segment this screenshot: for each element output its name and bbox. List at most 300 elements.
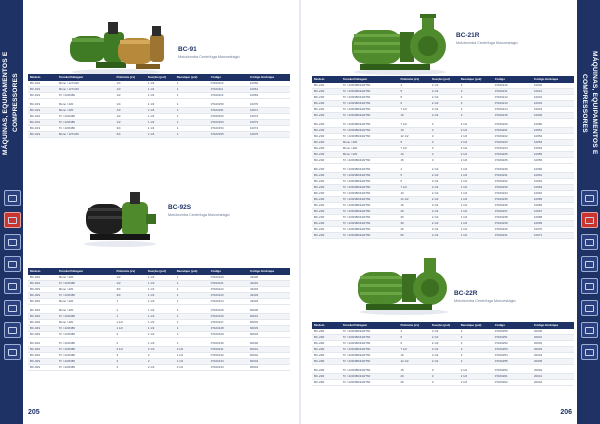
table-cell: 1 1/2: [459, 232, 493, 238]
table-cell: 10060: [248, 81, 290, 87]
table-cell: 10071: [532, 232, 574, 238]
table-cell: 3/4: [114, 286, 145, 292]
table-cell: 07100133: [209, 358, 248, 364]
table-cell: 10: [398, 352, 429, 358]
section-icon-r3[interactable]: [581, 234, 598, 250]
table-cell: 10040: [532, 83, 574, 89]
table-cell: 07160251: [493, 334, 532, 340]
column-header: Tensão/Voltagem: [341, 76, 399, 83]
table-cell: 07160231: [493, 172, 532, 178]
table-cell: 3: [430, 373, 459, 379]
table-cell: 2 1/2: [430, 83, 459, 89]
table-cell: 10: [398, 190, 429, 196]
table-cell: 2: [146, 352, 175, 358]
table-cell: 2 1/2: [430, 226, 459, 232]
table-cell: 20: [398, 373, 429, 379]
bc92s-subtitle: Motobomba Centrífuga Monoestágio: [168, 213, 230, 217]
table-cell: Mono / 220: [57, 286, 115, 292]
table-cell: 10044: [532, 106, 574, 112]
table-cell: 42332: [248, 286, 290, 292]
table-cell: BC-22R: [312, 368, 341, 374]
table-cell: 1: [175, 341, 209, 347]
table-cell: BC-21R: [312, 232, 341, 238]
section-icon-r7[interactable]: [581, 322, 598, 338]
table-cell: 10065: [532, 196, 574, 202]
table-cell: 15: [398, 157, 429, 163]
section-icon-8[interactable]: [4, 344, 21, 360]
column-header: Código: [209, 268, 248, 275]
bc92s-spec-table: [28, 268, 290, 371]
table-cell: 2 1/2: [430, 346, 459, 352]
table-cell: BC-21R: [312, 214, 341, 220]
table-cell: 1 1/2: [146, 313, 175, 319]
table-cell: 20: [398, 208, 429, 214]
table-cell: 2 1/2: [430, 196, 459, 202]
table-cell: 3: [430, 379, 459, 385]
column-header: Recalque (pol): [175, 74, 209, 81]
table-cell: 10067: [532, 208, 574, 214]
column-header: Modelo: [312, 76, 341, 83]
table-cell: 2 1/2: [430, 340, 459, 346]
table-cell: BC-21R: [312, 127, 341, 133]
section-icon-r1[interactable]: [581, 190, 598, 206]
table-cell: 07160233: [493, 184, 532, 190]
table-cell: Tri / 220/380/440/760: [341, 100, 399, 106]
column-header: Código: [493, 76, 532, 83]
table-cell: 1: [175, 319, 209, 325]
table-cell: BC-92S: [28, 275, 57, 281]
table-cell: 07100123: [209, 292, 248, 298]
table-cell: 10045: [532, 112, 574, 118]
table-cell: Tri / 220/380/440/760: [341, 88, 399, 94]
table-cell: 2 1/2: [430, 88, 459, 94]
table-cell: 1/3: [114, 86, 145, 92]
table-cell: 07100124: [209, 298, 248, 304]
table-cell: 1 1/2: [175, 352, 209, 358]
table-cell: 1: [175, 119, 209, 125]
table-cell: 3: [430, 368, 459, 374]
table-cell: BC-92S: [28, 286, 57, 292]
table-cell: 07100151: [209, 107, 248, 113]
table-cell: 2 1/2: [430, 112, 459, 118]
section-icon-r2[interactable]: [581, 212, 598, 228]
table-cell: Tri / 220/380: [57, 292, 115, 298]
table-cell: 07160250: [493, 329, 532, 335]
table-cell: 07100131: [209, 346, 248, 352]
table-cell: 07160225: [493, 151, 532, 157]
table-cell: 07160226: [493, 157, 532, 163]
table-cell: BC-92S: [28, 298, 57, 304]
table-cell: 1 1/2: [459, 202, 493, 208]
table-cell: BC-22R: [312, 379, 341, 385]
table-cell: Mono / 220: [57, 308, 115, 314]
table-cell: BC-92S: [28, 331, 57, 337]
table-cell: BC-92S: [28, 292, 57, 298]
table-cell: BC-92S: [28, 319, 57, 325]
table-cell: BC-21R: [312, 178, 341, 184]
table-cell: BC-92S: [28, 352, 57, 358]
table-cell: 10061: [532, 172, 574, 178]
table-cell: 1: [175, 86, 209, 92]
table-cell: 1/4: [114, 81, 145, 87]
table-cell: 25: [398, 379, 429, 385]
table-cell: 2: [459, 88, 493, 94]
section-icon-3[interactable]: [4, 234, 21, 250]
table-cell: 3: [430, 145, 459, 151]
table-cell: Tri / 220/380: [57, 352, 115, 358]
table-cell: Tri / 220/380: [57, 125, 115, 131]
bc21r-subtitle: Motobomba Centrífuga Monoestágio: [456, 41, 518, 45]
table-cell: 40: [398, 226, 429, 232]
table-cell: 07100152: [209, 113, 248, 119]
table-cell: 20030: [532, 329, 574, 335]
section-icon-r6[interactable]: [581, 300, 598, 316]
table-cell: 6: [398, 340, 429, 346]
table-cell: 2 1/2: [459, 127, 493, 133]
table-cell: 2 1/2: [459, 157, 493, 163]
table-cell: Tri / 220/380/440/760: [341, 190, 399, 196]
table-cell: BC-92S: [28, 358, 57, 364]
table-cell: 07100130: [209, 341, 248, 347]
table-cell: Tri / 220/380/440/760: [341, 352, 399, 358]
table-cell: 1 1/2: [459, 220, 493, 226]
table-cell: 07100126: [209, 313, 248, 319]
table-cell: 2 1/2: [430, 208, 459, 214]
left-side-tab: [0, 0, 23, 424]
section-icon-7[interactable]: [4, 322, 21, 338]
column-header: Potência (cv): [114, 74, 145, 81]
table-cell: 1 1/4: [146, 81, 175, 87]
table-cell: 3: [114, 358, 145, 364]
table-cell: 07160240: [493, 226, 532, 232]
table-cell: 7 1/2: [398, 106, 429, 112]
table-cell: Tri / 220/380: [57, 119, 115, 125]
table-cell: 3: [430, 157, 459, 163]
table-cell: 07160224: [493, 145, 532, 151]
table-cell: 3: [430, 133, 459, 139]
table-cell: BC-21R: [312, 100, 341, 106]
table-cell: BC-21R: [312, 172, 341, 178]
table-cell: Tri / 220/380/440/760: [341, 368, 399, 374]
table-cell: 1: [175, 313, 209, 319]
table-cell: 07100150: [209, 102, 248, 108]
table-cell: Mono / 220: [57, 319, 115, 325]
table-cell: 10055: [532, 151, 574, 157]
table-cell: 2 1/2: [459, 379, 493, 385]
table-cell: Tri / 220/380/440/760: [341, 208, 399, 214]
table-cell: 42330: [248, 275, 290, 281]
table-cell: BC-21R: [312, 112, 341, 118]
table-cell: Mono / 127/220: [57, 131, 115, 137]
table-cell: 10063: [532, 184, 574, 190]
table-cell: 07160215: [493, 112, 532, 118]
table-cell: 07160261: [493, 373, 532, 379]
table-cell: BC-21R: [312, 151, 341, 157]
section-icon-r8[interactable]: [581, 344, 598, 360]
table-cell: 07160212: [493, 94, 532, 100]
table-cell: 07160221: [493, 127, 532, 133]
table-cell: Tri / 220/380/440/760: [341, 167, 399, 173]
table-cell: 60033: [248, 325, 290, 331]
table-cell: 3/4: [114, 292, 145, 298]
table-cell: 42334: [248, 298, 290, 304]
table-cell: Tri / 220/380: [57, 280, 115, 286]
table-cell: 07160238: [493, 214, 532, 220]
table-cell: BC-21R: [312, 226, 341, 232]
page-number-left: 205: [28, 409, 40, 416]
table-cell: 12 1/2: [398, 133, 429, 139]
table-cell: 07160260: [493, 368, 532, 374]
table-cell: 07100113: [209, 92, 248, 98]
table-cell: BC-21R: [312, 196, 341, 202]
table-cell: BC-91S: [28, 92, 57, 98]
table-cell: 1 1/4: [146, 113, 175, 119]
table-cell: 1 1/2: [146, 319, 175, 325]
table-cell: Mono / 220: [57, 275, 115, 281]
table-cell: Tri / 220/380: [57, 313, 115, 319]
table-cell: 60031: [248, 313, 290, 319]
table-cell: BC-21R: [312, 139, 341, 145]
table-cell: BC-22R: [312, 373, 341, 379]
table-cell: BC-91S: [28, 131, 57, 137]
table-cell: 10072: [248, 113, 290, 119]
bc91-title: BC-91: [178, 46, 197, 53]
table-cell: 2: [114, 331, 145, 337]
table-cell: Mono / 220: [341, 151, 399, 157]
table-cell: 1 1/2: [146, 298, 175, 304]
table-cell: 3/4: [114, 131, 145, 137]
table-cell: 15: [398, 368, 429, 374]
table-cell: 2: [459, 100, 493, 106]
table-cell: 07160239: [493, 220, 532, 226]
column-header: Código: [493, 322, 532, 329]
table-cell: 07160262: [493, 379, 532, 385]
table-cell: 1: [175, 92, 209, 98]
section-icon-2[interactable]: [4, 212, 21, 228]
table-cell: 10066: [532, 202, 574, 208]
table-cell: 07100132: [209, 352, 248, 358]
table-cell: 42333: [248, 292, 290, 298]
table-cell: Tri / 220/380/440/760: [341, 106, 399, 112]
column-header: Código Embrapa: [532, 322, 574, 329]
table-cell: 7 1/2: [398, 122, 429, 128]
table-cell: 10070: [532, 226, 574, 232]
column-header: Recalque (pol): [459, 76, 493, 83]
table-cell: 1: [175, 331, 209, 337]
table-cell: Tri / 220/380: [57, 325, 115, 331]
table-cell: 20033: [532, 346, 574, 352]
table-cell: 10052: [532, 133, 574, 139]
table-cell: Mono / 220: [57, 102, 115, 108]
table-cell: BC-21R: [312, 83, 341, 89]
section-icon-1[interactable]: [4, 190, 21, 206]
table-cell: 07100154: [209, 125, 248, 131]
table-cell: 10062: [532, 178, 574, 184]
table-cell: 42331: [248, 280, 290, 286]
table-cell: 1 1/2: [459, 226, 493, 232]
column-header: Potência (cv): [398, 322, 429, 329]
table-cell: 07160222: [493, 133, 532, 139]
table-cell: 2 1/2: [146, 346, 175, 352]
table-cell: BC-91S: [28, 113, 57, 119]
table-cell: 20032: [532, 340, 574, 346]
table-cell: 2 1/2: [430, 220, 459, 226]
column-header: Sucção (pol): [430, 322, 459, 329]
table-cell: 1/2: [114, 92, 145, 98]
table-cell: 10074: [248, 125, 290, 131]
table-cell: 4: [114, 364, 145, 370]
table-cell: BC-22R: [312, 329, 341, 335]
table-cell: Tri / 220/380/440/760: [341, 358, 399, 364]
table-cell: 6: [398, 178, 429, 184]
table-cell: 60032: [248, 319, 290, 325]
table-cell: 1 1/2: [459, 196, 493, 202]
table-cell: 2 1/2: [146, 364, 175, 370]
table-cell: 07100125: [209, 308, 248, 314]
table-cell: 2: [459, 352, 493, 358]
table-cell: 07100111: [209, 86, 248, 92]
section-icon-r5[interactable]: [581, 278, 598, 294]
section-icon-6[interactable]: [4, 300, 21, 316]
section-icon-4[interactable]: [4, 256, 21, 272]
table-cell: 07160232: [493, 178, 532, 184]
section-icon-5[interactable]: [4, 278, 21, 294]
table-cell: 1: [175, 113, 209, 119]
table-cell: BC-22R: [312, 334, 341, 340]
table-cell: 5: [398, 334, 429, 340]
table-cell: Tri / 220/380/440/760: [341, 220, 399, 226]
table-cell: 07160234: [493, 190, 532, 196]
table-cell: 2: [459, 112, 493, 118]
table-cell: 2 1/2: [459, 133, 493, 139]
table-cell: 1 1/2: [459, 190, 493, 196]
table-cell: 7 1/2: [398, 346, 429, 352]
table-cell: BC-91S: [28, 125, 57, 131]
table-cell: 07100129: [209, 331, 248, 337]
table-cell: 50: [398, 232, 429, 238]
table-cell: BC-91S: [28, 119, 57, 125]
table-cell: BC-21R: [312, 106, 341, 112]
table-cell: 20040: [532, 368, 574, 374]
table-cell: 10042: [532, 94, 574, 100]
table-cell: 07160210: [493, 83, 532, 89]
table-cell: Tri / 220/380/440/760: [341, 127, 399, 133]
table-cell: Tri / 220/380: [57, 331, 115, 337]
table-cell: BC-21R: [312, 208, 341, 214]
bc91-pump-photo: [66, 14, 166, 76]
table-cell: 07100110: [209, 81, 248, 87]
table-cell: Tri / 220/380/440/760: [341, 157, 399, 163]
bc21r-spec-table: [312, 76, 574, 239]
table-cell: 2 1/2: [459, 151, 493, 157]
section-icon-r4[interactable]: [581, 256, 598, 272]
table-cell: 2 1/2: [430, 329, 459, 335]
table-cell: 2 1/2: [430, 167, 459, 173]
table-cell: BC-21R: [312, 133, 341, 139]
table-cell: 1/4: [114, 102, 145, 108]
table-cell: 4: [398, 329, 429, 335]
column-header: Código Embrapa: [532, 76, 574, 83]
table-cell: 4: [398, 167, 429, 173]
table-cell: BC-92S: [28, 346, 57, 352]
table-cell: 60044: [248, 364, 290, 370]
bc22r-title: BC-22R: [454, 290, 478, 297]
table-cell: 10075: [248, 131, 290, 137]
table-cell: 4: [398, 83, 429, 89]
table-cell: 10056: [532, 157, 574, 163]
table-cell: 1: [114, 308, 145, 314]
table-cell: 1/2: [114, 119, 145, 125]
table-cell: 10073: [248, 119, 290, 125]
table-cell: 10: [398, 112, 429, 118]
table-cell: BC-92S: [28, 325, 57, 331]
bc22r-subtitle: Motobomba Centrífuga Monoestágio: [454, 299, 516, 303]
page-number-right: 206: [560, 409, 572, 416]
table-cell: 2: [459, 334, 493, 340]
column-header: Tensão/Voltagem: [57, 268, 115, 275]
table-cell: Mono / 127/220: [57, 86, 115, 92]
table-cell: 2 1/2: [114, 346, 145, 352]
table-cell: 1 1/2: [459, 214, 493, 220]
bc21r-title: BC-21R: [456, 32, 480, 39]
table-cell: 10041: [532, 88, 574, 94]
table-cell: 20034: [532, 352, 574, 358]
table-cell: 1: [175, 275, 209, 281]
table-cell: 2: [459, 346, 493, 352]
table-cell: 2 1/2: [175, 364, 209, 370]
table-cell: 1 1/2: [459, 208, 493, 214]
table-cell: 10: [398, 151, 429, 157]
table-cell: 2 1/2: [430, 106, 459, 112]
table-cell: 3: [430, 127, 459, 133]
table-cell: 1 1/2: [459, 178, 493, 184]
table-cell: 1 1/4: [146, 92, 175, 98]
side-label-left: MÁQUINAS, EQUIPAMENTOS E COMPRESSORES: [2, 51, 19, 155]
table-cell: Tri / 220/380/440/760: [341, 122, 399, 128]
table-cell: 1 1/4: [146, 125, 175, 131]
table-cell: 20035: [532, 358, 574, 364]
table-cell: 10043: [532, 100, 574, 106]
table-cell: 1 1/2: [146, 331, 175, 337]
table-cell: 07160211: [493, 88, 532, 94]
bc22r-spec-table: [312, 322, 574, 386]
bc22r-pump-photo: [356, 254, 452, 316]
table-cell: 2 1/2: [430, 172, 459, 178]
table-cell: 60040: [248, 341, 290, 347]
table-cell: Tri / 220/380/440/760: [341, 202, 399, 208]
table-cell: 10: [398, 127, 429, 133]
bc91-spec-table: [28, 74, 290, 138]
table-cell: 2 1/2: [430, 202, 459, 208]
table-cell: 2 1/2: [430, 184, 459, 190]
table-cell: 1 1/4: [146, 102, 175, 108]
table-cell: 60042: [248, 352, 290, 358]
table-cell: 1 1/2: [146, 308, 175, 314]
table-cell: BC-91S: [28, 81, 57, 87]
table-cell: 3/4: [114, 125, 145, 131]
table-cell: 07160214: [493, 106, 532, 112]
table-cell: 5: [398, 94, 429, 100]
table-cell: 7 1/2: [398, 184, 429, 190]
table-cell: 60034: [248, 331, 290, 337]
table-cell: BC-21R: [312, 190, 341, 196]
table-cell: 5: [398, 88, 429, 94]
table-row: [28, 364, 290, 370]
table-cell: Tri / 220/380: [57, 92, 115, 98]
table-cell: 10063: [248, 92, 290, 98]
table-cell: 1: [175, 125, 209, 131]
table-cell: BC-21R: [312, 88, 341, 94]
